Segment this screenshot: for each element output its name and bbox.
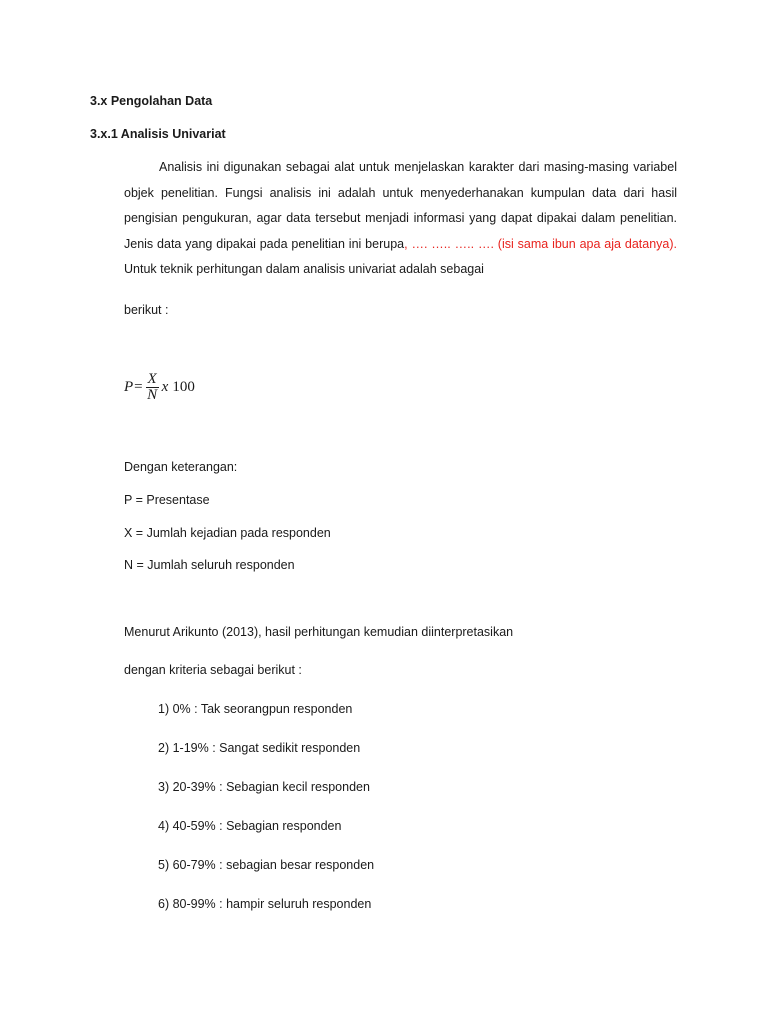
subsection-heading: 3.x.1 Analisis Univariat (90, 127, 226, 141)
criteria-item: 1) 0% : Tak seorangpun responden (158, 702, 353, 716)
formula-lhs: P (124, 379, 134, 395)
section-heading: 3.x Pengolahan Data (90, 94, 213, 108)
criteria-intro: Menurut Arikunto (2013), hasil perhitungan kemudian diinterpretasikan (124, 625, 514, 639)
formula-numerator: X (147, 371, 157, 387)
criteria-item: 6) 80-99% : hampir seluruh responden (158, 897, 372, 911)
criteria-item: 2) 1-19% : Sangat sedikit responden (158, 741, 361, 755)
formula-equals: = (134, 379, 143, 395)
paragraph-continuation: Untuk teknik perhitungan dalam analisis univariat adalah sebagai (124, 262, 484, 276)
keterangan-intro: Dengan keterangan: (124, 460, 238, 474)
keterangan-item: P = Presentase (124, 493, 210, 507)
berikut-text: berikut : (124, 303, 169, 317)
criteria-item: 5) 60-79% : sebagian besar responden (158, 858, 375, 872)
criteria-item: 4) 40-59% : Sebagian responden (158, 819, 342, 833)
percentage-formula (124, 372, 195, 403)
formula-constant: 100 (172, 379, 195, 395)
formula-times: x (161, 379, 169, 395)
body-paragraph (124, 155, 677, 283)
keterangan-item: X = Jumlah kejadian pada responden (124, 526, 331, 540)
placeholder-note: , …. ….. ….. …. (isi sama ibun apa aja datanya). (404, 236, 677, 251)
formula-fraction (146, 372, 159, 403)
criteria-intro-continued: dengan kriteria sebagai berikut : (124, 663, 302, 677)
keterangan-item: N = Jumlah seluruh responden (124, 558, 295, 572)
paragraph-text: Analisis ini digunakan sebagai alat untuk menjelaskan karakter dari masing-masing variabel objek penelitian. Fungsi analisis ini adalah untuk menyederhanakan kumpulan data dari hasil pengisian pengukuran, agar data tersebut menjadi informasi yang dapat dipakai dalam penelitian. Jenis data yang dipakai pada penelitian ini berupa (124, 160, 677, 251)
formula-denominator: N (147, 387, 158, 403)
criteria-item: 3) 20-39% : Sebagian kecil responden (158, 780, 370, 794)
